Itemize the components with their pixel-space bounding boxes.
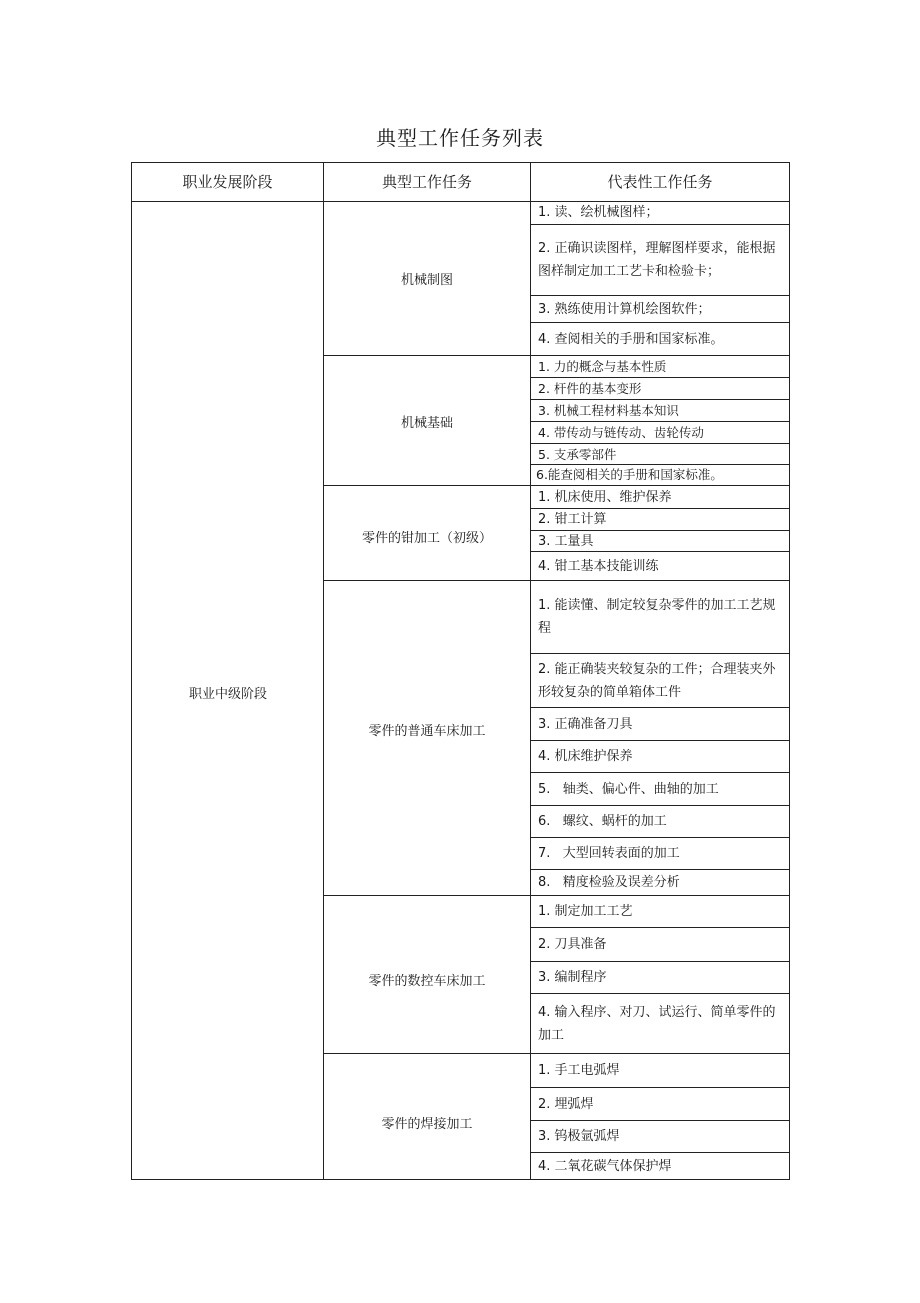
task-name: 机械基础 xyxy=(400,416,453,431)
list-item: 2. 正确识读图样，理解图样要求，能根据图样制定加工工艺卡和检验卡； xyxy=(538,241,776,279)
list-item: 2. 杆件的基本变形 xyxy=(538,381,642,396)
list-item: 4. 带传动与链传动、齿轮传动 xyxy=(538,425,704,440)
list-item: 3. 正确准备刀具 xyxy=(538,716,633,732)
list-item: 6. 螺纹、蜗杆的加工 xyxy=(538,814,667,829)
list-item: 4. 钳工基本技能训练 xyxy=(538,558,659,574)
list-item: 4. 机床维护保养 xyxy=(538,749,633,764)
list-item: 3. 编制程序 xyxy=(538,970,607,985)
list-item: 1. 力的概念与基本性质 xyxy=(538,359,667,374)
header-stage: 职业发展阶段 xyxy=(182,173,273,191)
list-item: 1. 读、绘机械图样； xyxy=(538,205,659,220)
list-item: 2. 能正确装夹较复杂的工件；合理装夹外形较复杂的简单箱体工件 xyxy=(538,661,776,700)
list-item: 3. 工量具 xyxy=(538,533,594,549)
list-item: 5. 支承零部件 xyxy=(538,446,617,462)
list-item: 3. 熟练使用计算机绘图软件； xyxy=(538,301,711,317)
list-item: 4. 输入程序、对刀、试运行、简单零件的加工 xyxy=(538,1004,776,1043)
list-item: 1. 机床使用、维护保养 xyxy=(538,489,672,505)
list-item: 2. 刀具准备 xyxy=(538,937,607,952)
list-item: 6.能查阅相关的手册和国家标准。 xyxy=(536,467,723,482)
list-item: 1. 制定加工工艺 xyxy=(538,904,633,919)
list-item: 8. 精度检验及误差分析 xyxy=(538,875,680,890)
task-name: 零件的钳加工（初级） xyxy=(361,531,492,546)
list-item: 7. 大型回转表面的加工 xyxy=(538,846,680,861)
list-item: 5. 轴类、偏心件、曲轴的加工 xyxy=(538,781,719,797)
task-name: 零件的焊接加工 xyxy=(381,1117,473,1132)
list-item: 2. 埋弧焊 xyxy=(538,1096,594,1112)
list-item: 3. 机械工程材料基本知识 xyxy=(538,403,679,418)
column-divider xyxy=(323,163,324,1179)
header-task: 典型工作任务 xyxy=(381,173,472,191)
task-name: 机械制图 xyxy=(400,273,453,288)
task-table xyxy=(131,162,790,1180)
list-item: 3. 钨极氩弧焊 xyxy=(538,1129,620,1144)
task-name: 零件的普通车床加工 xyxy=(368,724,486,739)
stage-cell: 职业中级阶段 xyxy=(188,687,267,702)
header-representative: 代表性工作任务 xyxy=(607,173,713,191)
list-item: 2. 钳工计算 xyxy=(538,512,607,527)
list-item: 1. 能读懂、制定较复杂零件的加工工艺规程 xyxy=(538,598,776,636)
page-title: 典型工作任务列表 xyxy=(376,126,544,150)
list-item: 1. 手工电弧焊 xyxy=(538,1063,620,1078)
task-name: 零件的数控车床加工 xyxy=(368,974,486,989)
list-item: 4. 查阅相关的手册和国家标准。 xyxy=(538,331,724,347)
list-item: 4. 二氧花碳气体保护焊 xyxy=(538,1158,672,1174)
